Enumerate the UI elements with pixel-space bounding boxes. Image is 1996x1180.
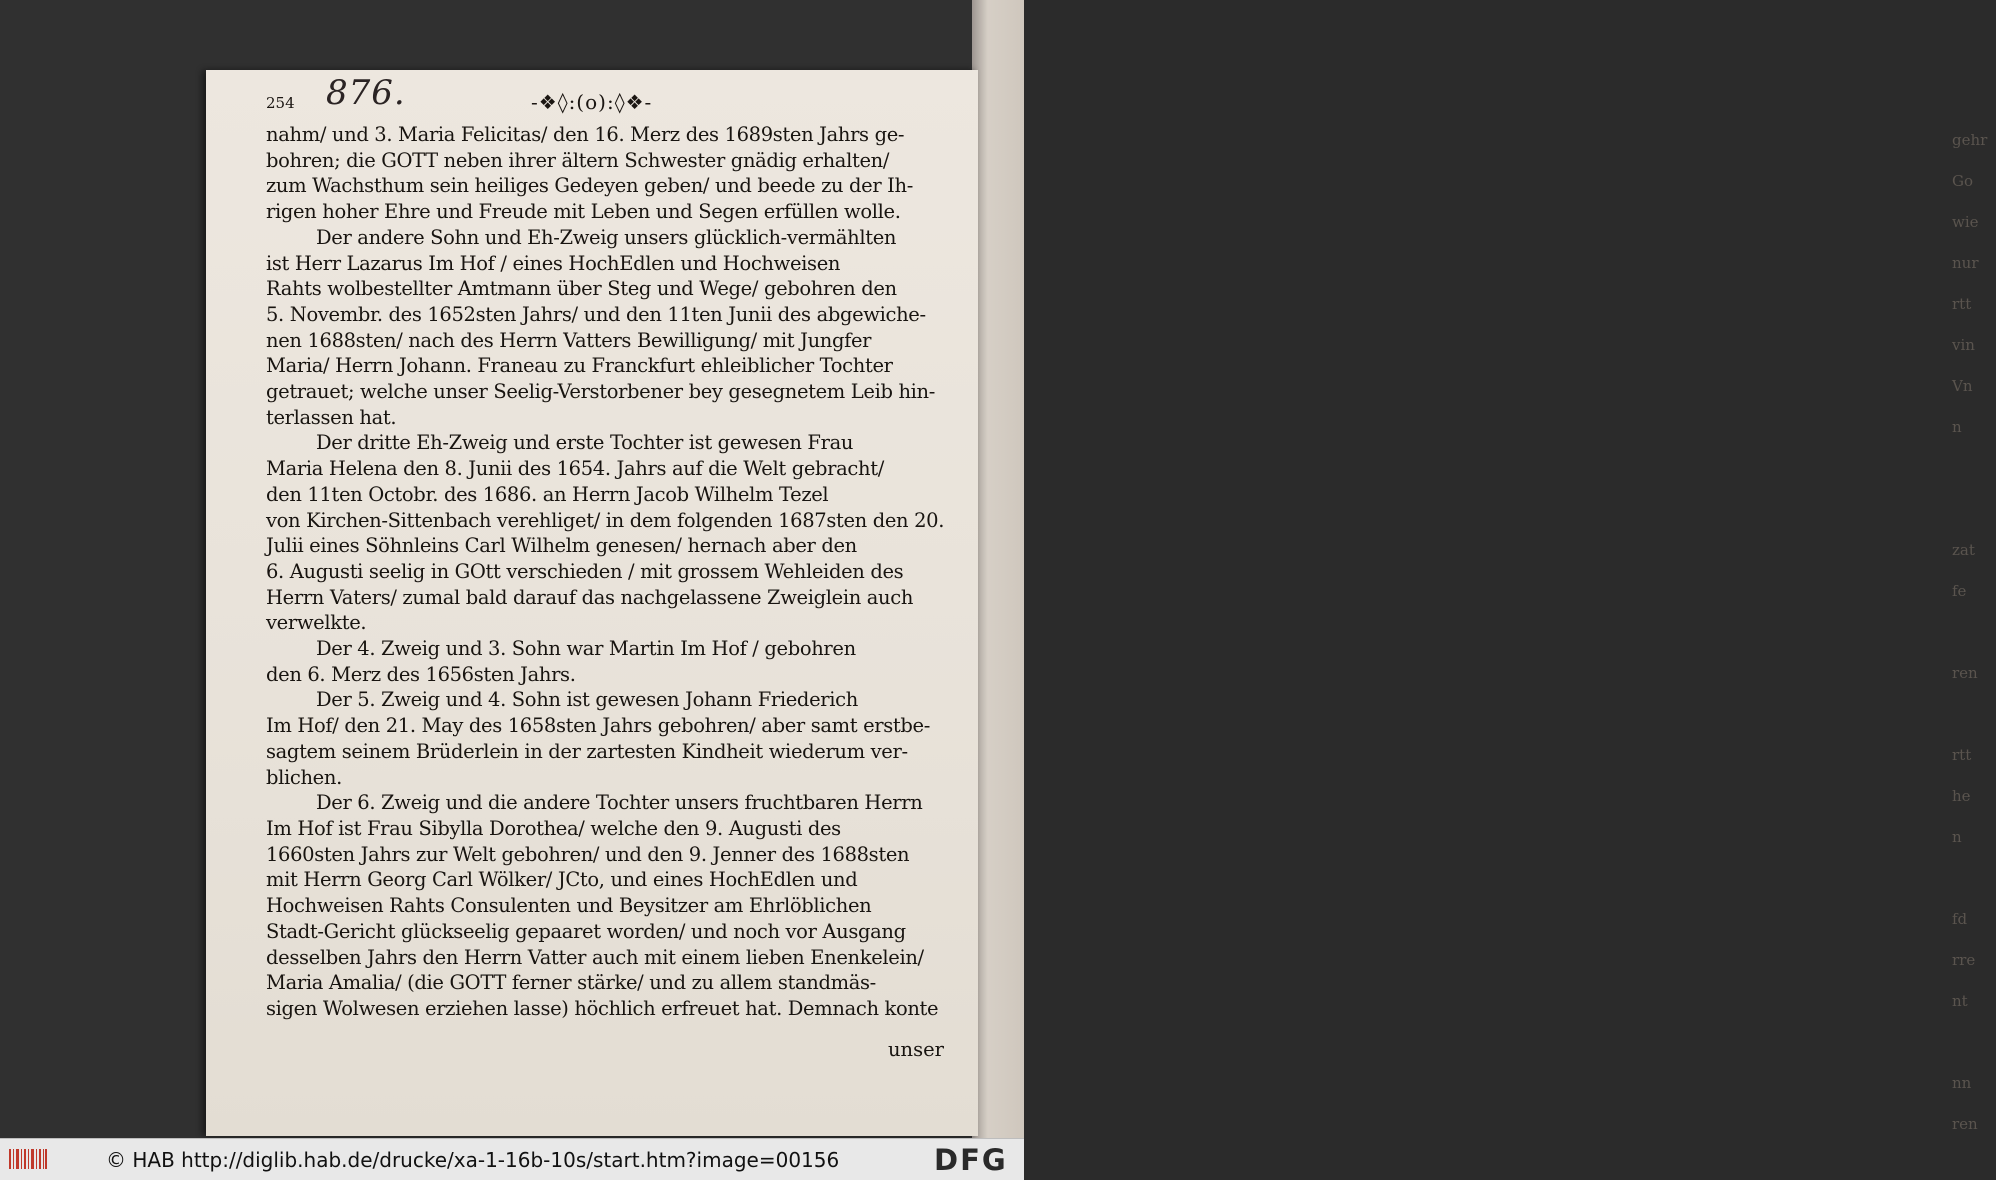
header-ornament: -❖◊:(o):◊❖- [531,90,653,114]
text-line: sigen Wolwesen erziehen lasse) höchlich erfreuet hat. Demnach konte [266,996,939,1020]
text-line: Im Hof ist Frau Sibylla Dorothea/ welche den 9. Augusti des [266,816,841,840]
text-line: Hochweisen Rahts Consulenten und Beysitzer am Ehrlöblichen [266,894,872,918]
text-line: Maria Amalia/ (die GOTT ferner stärke/ und zu allem standmäs- [266,971,876,995]
barcode-icon [8,1147,48,1171]
text-line: den 6. Merz des 1656sten Jahrs. [266,662,576,686]
text-line: Stadt-Gericht glückseelig gepaaret worden/ und noch vor Ausgang [266,919,906,943]
dfg-logo: DFG [934,1143,1008,1177]
text-line: Im Hof/ den 21. May des 1658sten Jahrs gebohren/ aber samt erstbe- [266,714,930,738]
text-line: blichen. [266,765,342,789]
text-line: Rahts wolbestellter Amtmann über Steg und Wege/ gebohren den [266,277,897,301]
text-line: 6. Augusti seelig in GOtt verschieden / mit grossem Wehleiden des [266,559,904,583]
text-line: mit Herrn Georg Carl Wölker/ JCto, und eines HochEdlen und [266,868,858,892]
text-line: 5. Novembr. des 1652sten Jahrs/ und den 11ten Junii des abgewiche- [266,302,926,326]
text-line: nen 1688sten/ nach des Herrn Vatters Bewilligung/ mit Jungfer [266,328,872,352]
text-line: verwelkte. [266,611,367,635]
text-line: getrauet; welche unser Seelig-Verstorbener bey gesegnetem Leib hin- [266,380,936,404]
catchword: unser [888,1038,944,1061]
text-line: 1660sten Jahrs zur Welt gebohren/ und den 9. Jenner des 1688sten [266,842,910,866]
source-attribution-link[interactable]: © HAB http://diglib.hab.de/drucke/xa-1-16b-10s/start.htm?image=00156 [106,1148,840,1172]
text-line: Maria/ Herrn Johann. Franeau zu Franckfurt ehleiblicher Tochter [266,354,893,378]
text-line: Herrn Vaters/ zumal bald darauf das nachgelassene Zweiglein auch [266,585,914,609]
text-line: Julii eines Söhnleins Carl Wilhelm genesen/ hernach aber den [266,534,857,558]
text-line: Der 4. Zweig und 3. Sohn war Martin Im Hof / gebohren [316,637,856,661]
text-line: Der dritte Eh-Zweig und erste Tochter ist gewesen Frau [316,431,854,455]
text-line: Der andere Sohn und Eh-Zweig unsers glücklich-vermählten [316,225,897,249]
text-line: rigen hoher Ehre und Freude mit Leben und Segen erfüllen wolle. [266,200,901,224]
text-line: nahm/ und 3. Maria Felicitas/ den 16. Merz des 1689sten Jahrs ge- [266,123,905,146]
body-text [266,122,966,1022]
text-line: sagtem seinem Brüderlein in der zartesten Kindheit wiederum ver- [266,739,908,763]
page-number: 254 [266,94,295,112]
text-line: Maria Helena den 8. Junii des 1654. Jahrs auf die Welt gebracht/ [266,457,884,481]
text-line: Der 6. Zweig und die andere Tochter unsers fruchtbaren Herrn [316,791,923,815]
footer-bar [0,1138,1024,1180]
text-line: bohren; die GOTT neben ihrer ältern Schwester gnädig erhalten/ [266,148,890,172]
text-line: ist Herr Lazarus Im Hof / eines HochEdlen und Hochweisen [266,251,841,275]
text-line: von Kirchen-Sittenbach verehliget/ in dem folgenden 1687sten den 20. [266,508,945,532]
handwritten-folio-number: 876. [326,73,406,113]
text-line: zum Wachsthum sein heiliges Gedeyen geben/ und beede zu der Ih- [266,174,913,198]
document-page [206,70,978,1136]
text-line: den 11ten Octobr. des 1686. an Herrn Jacob Wilhelm Tezel [266,482,829,506]
text-line: Der 5. Zweig und 4. Sohn ist gewesen Johann Friederich [316,688,858,712]
text-line: terlassen hat. [266,405,397,429]
text-line: desselben Jahrs den Herrn Vatter auch mit einem lieben Enenkelein/ [266,945,924,969]
adjacent-page-text: gehr Go wie nur rtt vin Vn n zat fe ren rtt he n fd rre nt nn ren [1952,131,1988,1133]
adjacent-page-edge [972,0,1988,1138]
